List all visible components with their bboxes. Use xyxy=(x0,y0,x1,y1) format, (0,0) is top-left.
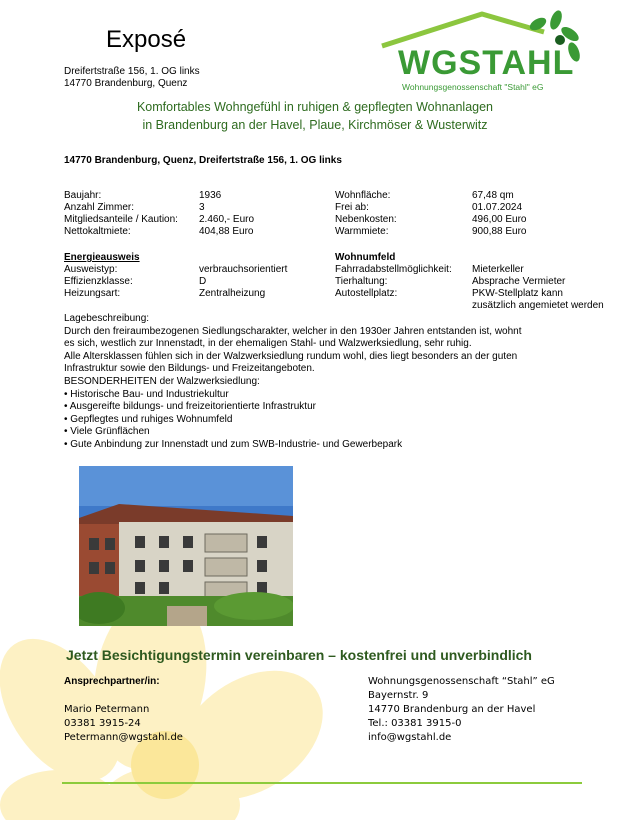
contact-person xyxy=(64,675,183,745)
building-photo xyxy=(79,466,293,626)
fact-label: Nettokaltmiete: xyxy=(64,226,131,237)
fact-value: 01.07.2024 xyxy=(472,202,523,213)
call-to-action: Jetzt Besichtigungstermin vereinbaren – kostenfrei und unverbindlich xyxy=(66,647,532,663)
description-heading: Lagebeschreibung: xyxy=(64,313,150,324)
energy-value: D xyxy=(199,276,207,287)
environment-labels xyxy=(335,252,452,300)
environment-heading: Wohnumfeld xyxy=(335,252,396,263)
fact-label: Nebenkosten: xyxy=(335,214,397,225)
company-street: Bayernstr. 9 xyxy=(368,690,429,701)
company-email: info@wgstahl.de xyxy=(368,732,452,743)
description-bullet: • Ausgereifte bildungs- und freizeitorientierte Infrastruktur xyxy=(64,401,316,413)
description-bullet: • Viele Grünflächen xyxy=(64,426,150,438)
energy-label: Heizungsart: xyxy=(64,288,121,299)
environment-label: Fahrradabstellmöglichkeit: xyxy=(335,264,452,275)
facts-left-labels xyxy=(64,190,178,238)
fact-label: Frei ab: xyxy=(335,202,369,213)
facts-right-labels xyxy=(335,190,397,238)
page-title: Exposé xyxy=(106,26,187,53)
energy-label: Effizienzklasse: xyxy=(64,276,133,287)
fact-label: Baujahr: xyxy=(64,190,102,201)
contact-phone: 03381 3915-24 xyxy=(64,718,141,729)
company-name: Wohnungsgenossenschaft “Stahl” eG xyxy=(368,676,555,687)
description-line: BESONDERHEITEN der Walzwerksiedlung: xyxy=(64,375,260,387)
company-contact xyxy=(368,675,555,745)
header-address xyxy=(64,66,200,90)
energy-values xyxy=(199,264,287,300)
energy-value: verbrauchsorientiert xyxy=(199,264,288,275)
energy-heading: Energieausweis xyxy=(64,252,140,263)
facts-left-values xyxy=(199,190,254,238)
header-address-line1: Dreifertstraße 156, 1. OG links xyxy=(64,66,200,77)
environment-values xyxy=(472,264,604,312)
fact-value: 1936 xyxy=(199,190,222,201)
tagline-line1: Komfortables Wohngefühl in ruhigen & gepflegten Wohnanlagen xyxy=(136,100,494,114)
fact-label: Wohnfläche: xyxy=(335,190,391,201)
environment-value: PKW-Stellplatz kann xyxy=(472,288,563,299)
fact-value: 900,88 Euro xyxy=(472,226,527,237)
tagline-line2: in Brandenburg an der Havel, Plaue, Kirchmöser & Wusterwitz xyxy=(142,118,488,132)
description-bullet: • Historische Bau- und Industriekultur xyxy=(64,388,229,400)
description-bullet: • Gepflegtes und ruhiges Wohnumfeld xyxy=(64,413,233,425)
fact-value: 2.460,- Euro xyxy=(199,214,255,225)
logo-roof-icon xyxy=(382,14,544,46)
fact-value: 404,88 Euro xyxy=(199,226,254,237)
wgstahl-logo xyxy=(378,6,594,96)
description-line: Infrastruktur sowie den Bildungs- und Freizeitangeboten. xyxy=(64,363,315,375)
fact-value: 3 xyxy=(199,202,205,213)
description-bullet: • Gute Anbindung zur Innenstadt und zum SWB-Industrie- und Gewerbepark xyxy=(64,438,403,450)
description-line: Durch den freiraumbezogenen Siedlungscharakter, welcher in den 1930er Jahren entstanden ist, wohnt xyxy=(64,325,522,337)
fact-value: 496,00 Euro xyxy=(472,214,527,225)
header-address-line2: 14770 Brandenburg, Quenz xyxy=(64,78,188,89)
environment-label: Tierhaltung: xyxy=(335,276,388,287)
fact-label: Mitgliedsanteile / Kaution: xyxy=(64,214,178,225)
company-city: 14770 Brandenburg an der Havel xyxy=(368,704,536,715)
logo-brand-text: WGSTAHL xyxy=(398,44,575,82)
contact-heading: Ansprechpartner/in: xyxy=(64,676,160,687)
object-heading: 14770 Brandenburg, Quenz, Dreifertstraße 156, 1. OG links xyxy=(64,155,342,166)
description-line: Alle Altersklassen fühlen sich in der Walzwerksiedlung rundum wohl, dies liegt besonders an der guten xyxy=(64,350,518,362)
fact-label: Warmmiete: xyxy=(335,226,389,237)
contact-email: Petermann@wgstahl.de xyxy=(64,732,183,743)
fact-label: Anzahl Zimmer: xyxy=(64,202,135,213)
footer-divider xyxy=(62,782,582,784)
energy-labels xyxy=(64,252,140,300)
contact-spacer xyxy=(64,689,183,703)
fact-value: 67,48 qm xyxy=(472,190,514,201)
description-line: es sich, westlich zur Innenstadt, in der ehemaligen Stahl- und Walzwerksiedlung, sehr ruhig. xyxy=(64,338,472,350)
environment-label: Autostellplatz: xyxy=(335,288,398,299)
location-description xyxy=(64,313,564,452)
tagline xyxy=(30,98,600,134)
environment-value: Absprache Vermieter xyxy=(472,276,566,287)
facts-right-values xyxy=(472,190,527,238)
energy-label: Ausweistyp: xyxy=(64,264,118,275)
environment-value: Mieterkeller xyxy=(472,264,524,275)
logo-subtitle-text: Wohnungsgenossenschaft "Stahl" eG xyxy=(402,82,544,92)
environment-value: zusätzlich angemietet werden xyxy=(472,300,604,311)
contact-name: Mario Petermann xyxy=(64,704,150,715)
energy-value: Zentralheizung xyxy=(199,288,266,299)
company-phone: Tel.: 03381 3915-0 xyxy=(368,718,462,729)
